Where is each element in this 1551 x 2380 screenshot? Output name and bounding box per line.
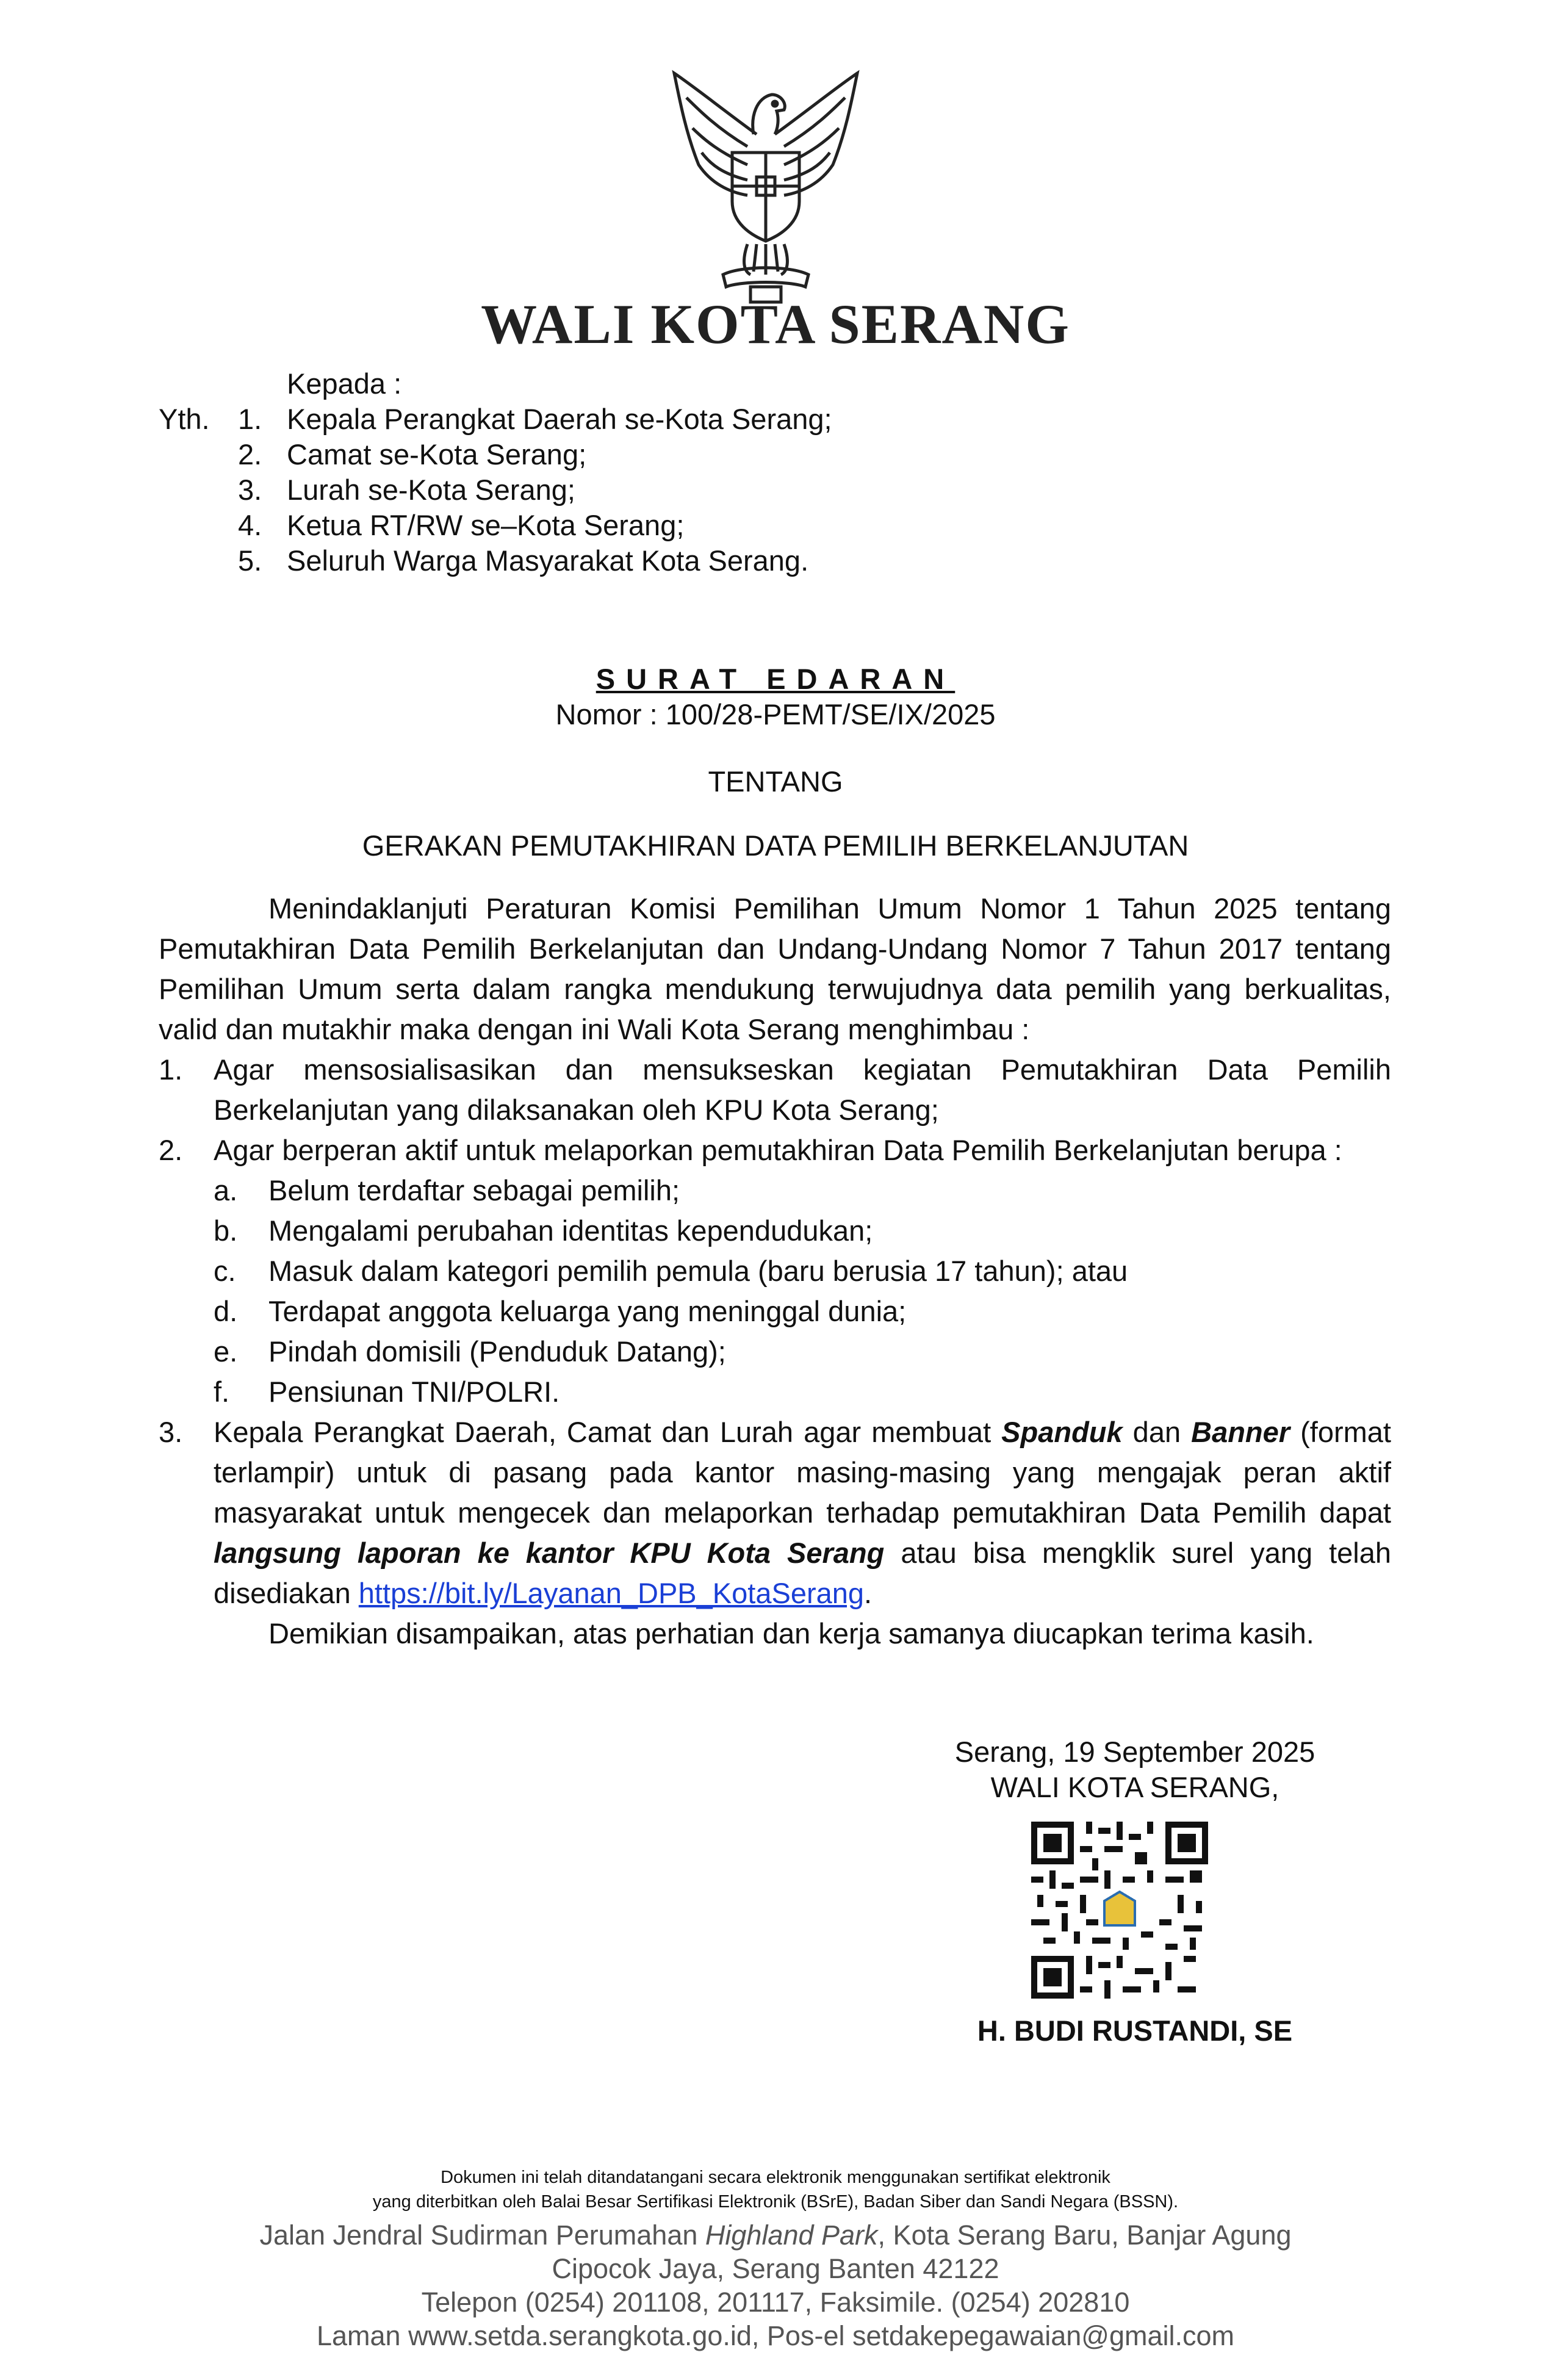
letter-title: SURAT EDARAN bbox=[596, 663, 955, 695]
letter-body bbox=[159, 889, 1391, 1654]
list-item: 3. Kepala Perangkat Daerah, Camat dan Lurah agar membuat Spanduk dan Banner (format terlampir) untuk di pasang pada kantor masing-masing yang mengajak peran aktif masyarakat untuk mengecek dan melaporkan terhadap pemutakhiran Data Pemilih dapat langsung laporan ke kantor KPU Kota Serang atau bisa mengklik surel yang telah disediakan https://bit.ly/Layanan_DPB_KotaSerang. bbox=[159, 1412, 1391, 1614]
tentang-label: TENTANG bbox=[708, 765, 843, 798]
recipient-block bbox=[159, 366, 832, 579]
sub-list-item: d. Terdapat anggota keluarga yang meninggal dunia; bbox=[214, 1295, 907, 1327]
signatory-name: H. BUDI RUSTANDI, SE bbox=[977, 2014, 1293, 2047]
signature-date: Serang, 19 September 2025 bbox=[954, 1736, 1315, 1768]
footer-address-line1: Jalan Jendral Sudirman Perumahan Highland Park, Kota Serang Baru, Banjar Agung bbox=[259, 2220, 1292, 2251]
esign-note-line1: Dokumen ini telah ditandatangani secara elektronik menggunakan sertifikat elektronik bbox=[441, 2168, 1110, 2187]
footer-address-line2: Cipocok Jaya, Serang Banten 42122 bbox=[552, 2253, 999, 2284]
signature-position: WALI KOTA SERANG, bbox=[990, 1771, 1279, 1803]
footer-website: Laman www.setda.serangkota.go.id, Pos-el setdakepegawaian@gmail.com bbox=[316, 2320, 1234, 2351]
closing-paragraph: Demikian disampaikan, atas perhatian dan kerja samanya diucapkan terima kasih. bbox=[268, 1617, 1314, 1650]
letter-subject: GERAKAN PEMUTAKHIRAN DATA PEMILIH BERKELANJUTAN bbox=[362, 829, 1189, 862]
list-item: 2. Agar berperan aktif untuk melaporkan pemutakhiran Data Pemilih Berkelanjutan berupa : bbox=[159, 1134, 1342, 1166]
point3-text: Kepala Perangkat Daerah, Camat dan Lurah agar membuat Spanduk dan Banner (format terlampir) untuk di pasang pada kantor masing-masing yang mengajak peran aktif masyarakat untuk mengecek dan melaporkan terhadap pemutakhiran Data Pemilih dapat langsung laporan ke kantor KPU Kota Serang atau bisa mengklik surel yang telah disediakan https://bit.ly/Layanan_DPB_KotaSerang. bbox=[214, 1416, 1391, 1609]
report-link[interactable]: https://bit.ly/Layanan_DPB_KotaSerang bbox=[358, 1577, 865, 1609]
sub-list-item: b. Mengalami perubahan identitas kependudukan; bbox=[214, 1214, 873, 1247]
footer-phone: Telepon (0254) 201108, 201117, Faksimile. (0254) 202810 bbox=[421, 2287, 1130, 2318]
kepada-line bbox=[159, 366, 832, 402]
kepada-label: Kepada : bbox=[287, 367, 402, 400]
sub-list-item: f. Pensiunan TNI/POLRI. bbox=[214, 1376, 560, 1408]
qr-code-icon bbox=[1031, 1822, 1208, 1999]
sub-list-item: c. Masuk dalam kategori pemilih pemula (baru berusia 17 tahun); atau bbox=[214, 1255, 1128, 1287]
list-item: 4. Ketua RT/RW se–Kota Serang; bbox=[238, 509, 685, 541]
esign-note-line2: yang diterbitkan oleh Balai Besar Sertifikasi Elektronik (BSrE), Badan Siber dan Sandi Negara (BSSN). bbox=[372, 2192, 1179, 2212]
yth-label: Yth. bbox=[159, 403, 210, 435]
intro-paragraph: Menindaklanjuti Peraturan Komisi Pemilihan Umum Nomor 1 Tahun 2025 tentang Pemutakhiran Data Pemilih Berkelanjutan dan Undang-Undang Nomor 7 Tahun 2017 tentang Pemilihan Umum serta dalam rangka mendukung terwujudnya data pemilih yang berkualitas, valid dan mutakhir maka dengan ini Wali Kota Serang menghimbau : bbox=[159, 892, 1391, 1045]
list-item: Yth. 1. Kepala Perangkat Daerah se-Kota Serang; bbox=[159, 402, 832, 437]
page-title: WALI KOTA SERANG bbox=[481, 293, 1070, 355]
list-item: 2. Camat se-Kota Serang; bbox=[238, 438, 587, 471]
list-item: 3. Lurah se-Kota Serang; bbox=[238, 474, 575, 506]
sub-list-item: a. Belum terdaftar sebagai pemilih; bbox=[214, 1174, 680, 1206]
list-item: 1. Agar mensosialisasikan dan mensukseskan kegiatan Pemutakhiran Data Pemilih Berkelanjutan yang dilaksanakan oleh KPU Kota Serang; bbox=[159, 1053, 1391, 1126]
garuda-emblem-icon bbox=[650, 61, 882, 305]
letter-number: Nomor : 100/28-PEMT/SE/IX/2025 bbox=[555, 698, 996, 730]
list-item: 5. Seluruh Warga Masyarakat Kota Serang. bbox=[238, 544, 809, 577]
sub-list-item: e. Pindah domisili (Penduduk Datang); bbox=[214, 1335, 726, 1368]
